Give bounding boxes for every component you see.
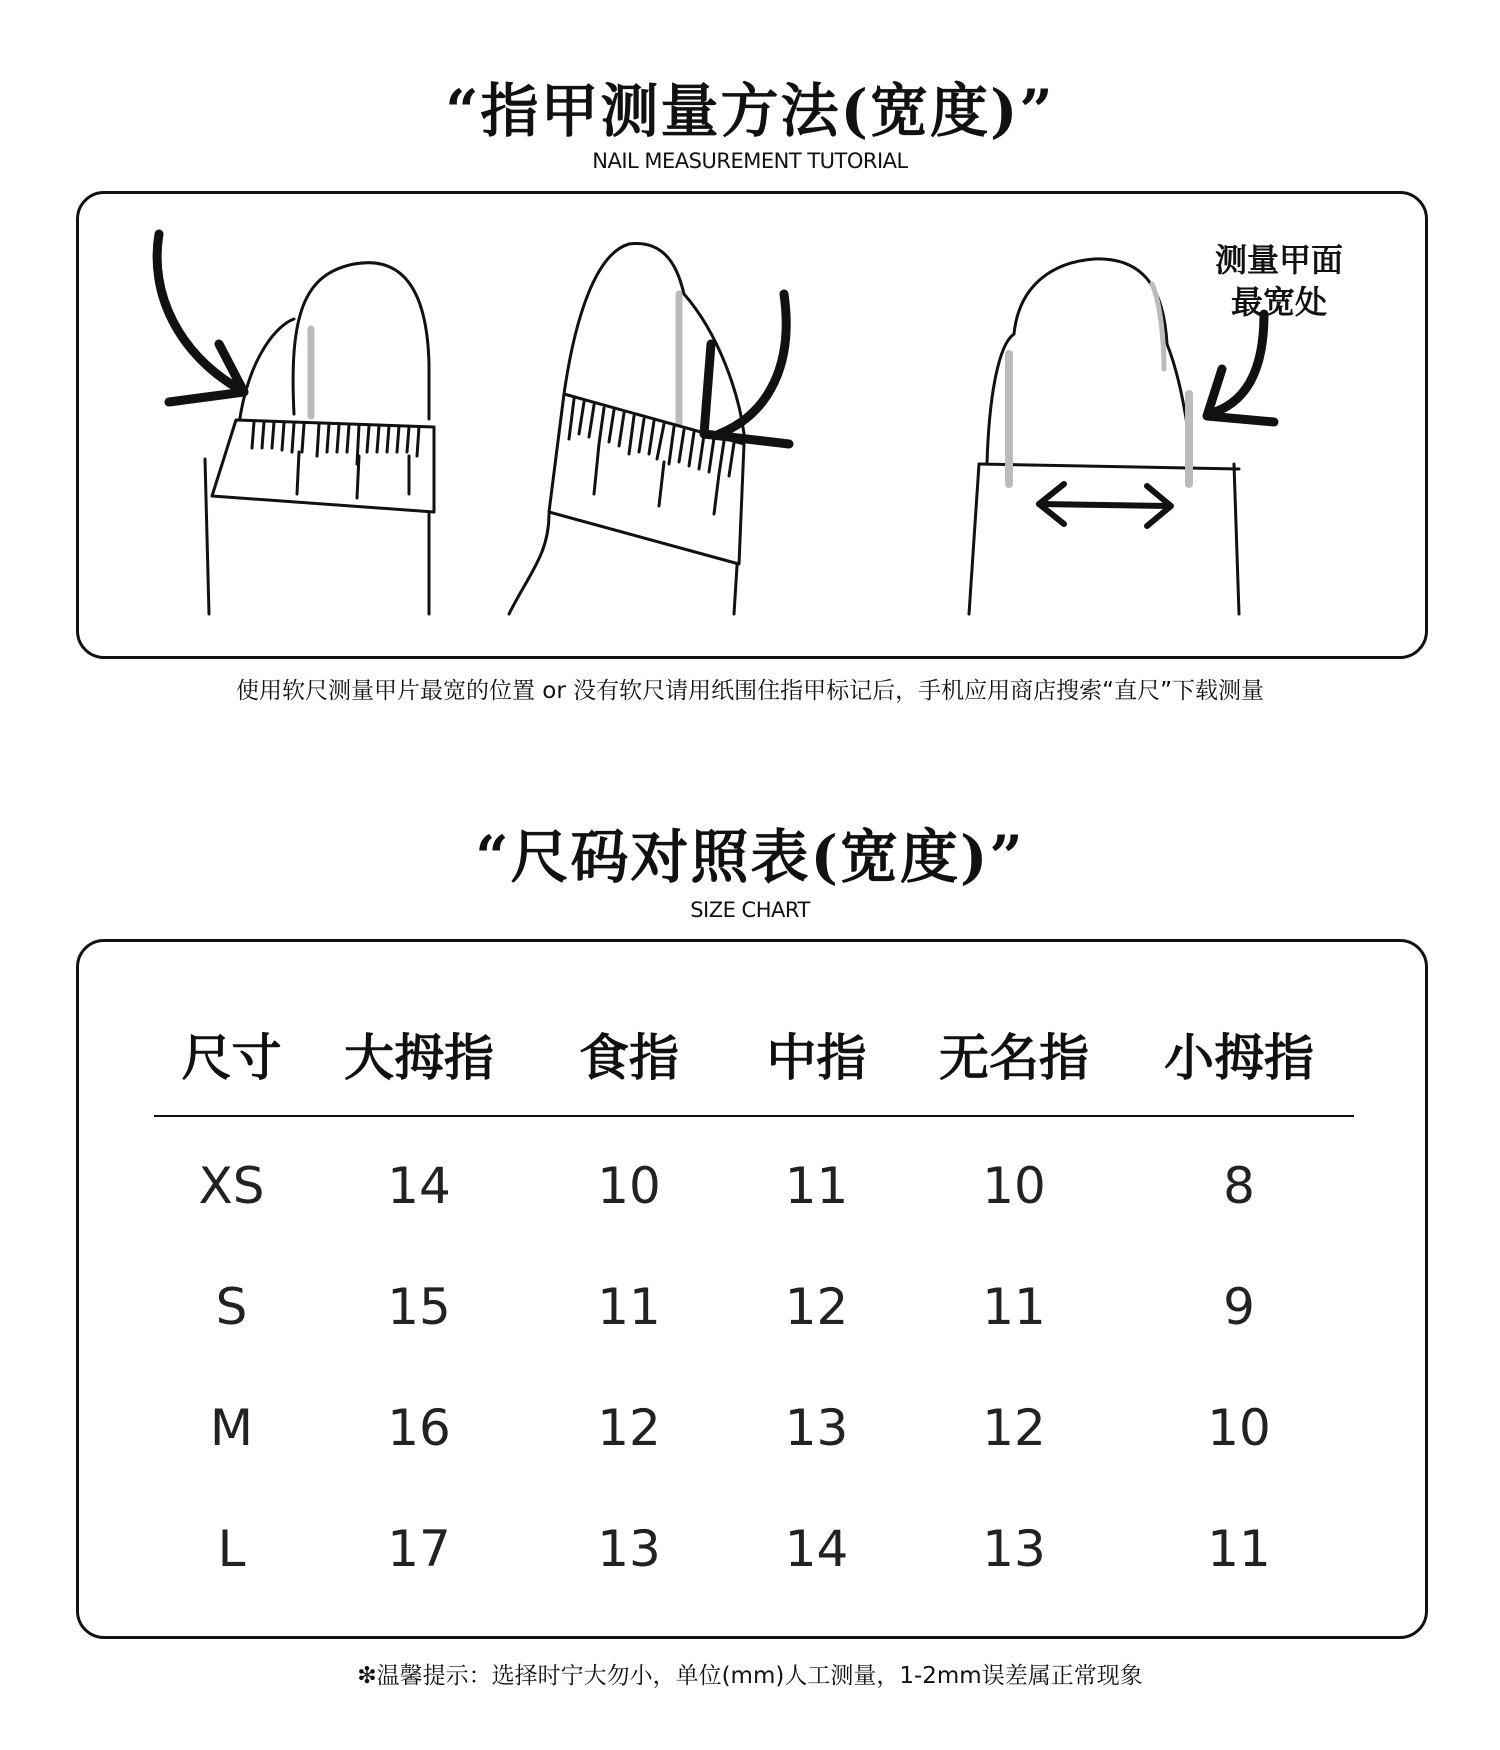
table-cell: 16: [387, 1398, 451, 1457]
table-cell: 11: [597, 1277, 661, 1336]
table-row: [154, 1367, 1354, 1488]
annotation-line-2: 最宽处: [1230, 283, 1327, 321]
table-cell: 10: [1207, 1398, 1271, 1457]
size-cell: L: [217, 1519, 246, 1578]
column-header: 中指: [729, 992, 904, 1116]
table-cell: 14: [784, 1519, 849, 1578]
annotation-label: [1189, 239, 1369, 323]
column-header: 食指: [529, 992, 729, 1116]
measurement-caption: 使用软尺测量甲片最宽的位置 or 没有软尺请用纸围住指甲标记后，手机应用商店搜索“直尺”下载测量: [236, 678, 1264, 704]
table-header-row: [154, 992, 1354, 1116]
curved-arrow-icon: [1207, 314, 1274, 422]
table-cell: 8: [1223, 1156, 1255, 1215]
table-cell: 14: [387, 1156, 451, 1215]
table-cell: 17: [387, 1519, 451, 1578]
size-cell: XS: [198, 1156, 265, 1215]
table-cell: 15: [387, 1277, 451, 1336]
table-cell: 13: [982, 1519, 1046, 1578]
column-header: 大拇指: [309, 992, 529, 1116]
curved-arrow-icon: [157, 234, 244, 402]
table-row: [154, 1488, 1354, 1609]
table-cell: 12: [982, 1398, 1046, 1457]
tape-measure-icon: [212, 420, 434, 512]
table-cell: 11: [784, 1156, 849, 1215]
column-header: 小拇指: [1124, 992, 1354, 1116]
size-cell: S: [215, 1277, 248, 1336]
table-cell: 12: [784, 1277, 849, 1336]
column-header: 尺寸: [154, 992, 309, 1116]
table-row: [154, 1116, 1354, 1246]
double-arrow-icon: [1039, 484, 1171, 526]
measurement-illustration-panel: [76, 191, 1428, 659]
measurement-subtitle: NAIL MEASUREMENT TUTORIAL: [592, 149, 908, 173]
table-row: [154, 1246, 1354, 1367]
table-cell: 12: [597, 1398, 661, 1457]
table-cell: 11: [1207, 1519, 1271, 1578]
column-header: 无名指: [904, 992, 1124, 1116]
table-cell: 11: [982, 1277, 1046, 1336]
tip-note: ❇温馨提示：选择时宁大勿小，单位(mm)人工测量，1-2mm误差属正常现象: [357, 1663, 1143, 1689]
table-cell: 13: [597, 1519, 661, 1578]
table-cell: 10: [597, 1156, 661, 1215]
annotation-line-1: 测量甲面: [1214, 241, 1343, 279]
curved-arrow-icon: [704, 294, 789, 444]
tape-measure-icon: [549, 394, 744, 564]
table-cell: 9: [1223, 1277, 1255, 1336]
size-chart-title: “尺码对照表(宽度)”: [475, 823, 1025, 891]
table-cell: 10: [982, 1156, 1046, 1215]
finger-2-icon: [509, 244, 789, 614]
size-table: [154, 992, 1354, 1609]
size-cell: M: [209, 1398, 254, 1457]
measurement-title: “指甲测量方法(宽度)”: [445, 77, 1055, 145]
table-cell: 13: [784, 1398, 849, 1457]
size-chart-panel: [76, 939, 1428, 1639]
finger-1-icon: [157, 234, 434, 614]
size-chart-subtitle: SIZE CHART: [690, 898, 810, 922]
